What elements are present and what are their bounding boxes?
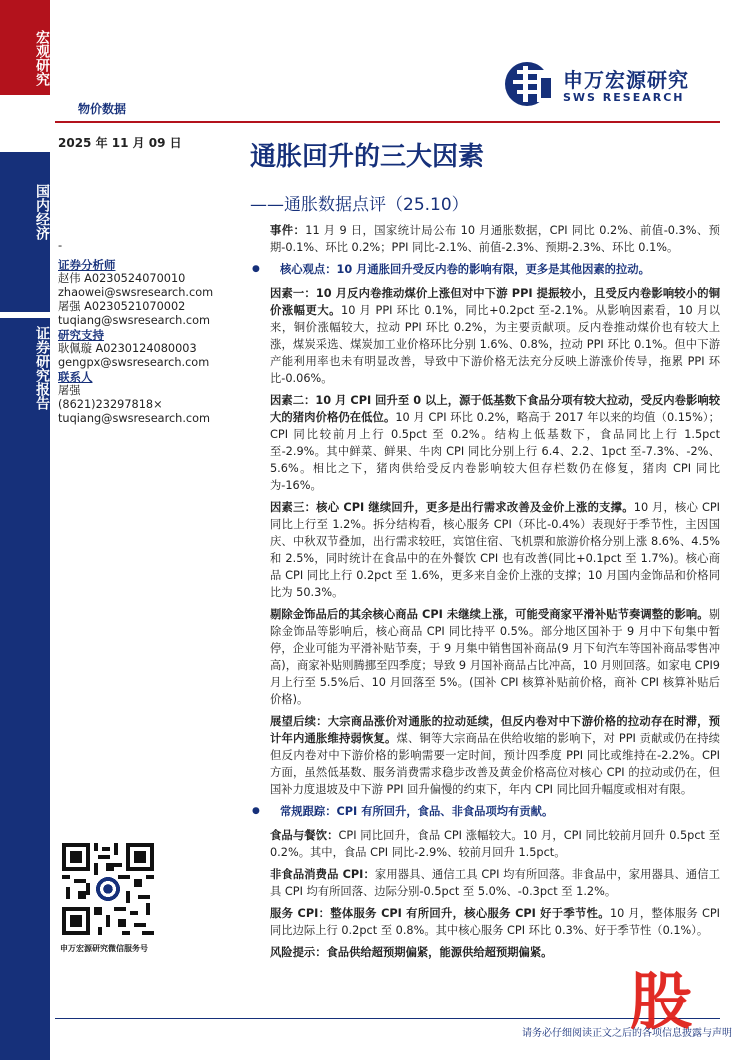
food-paragraph <box>250 827 720 861</box>
support-line: 耿佩璇 A0230124080003 <box>58 342 197 355</box>
analyst-line: 屠强 A0230521070002 <box>58 300 186 313</box>
risk-warning: 风险提示：食品供给超预期偏紧，能源供给超预期偏紧。 <box>270 946 553 959</box>
food-text: CPI 同比回升，食品 CPI 涨幅较大。10 月，CPI 同比较前月回升 0.5pct 至 0.2%。其中，食品 CPI 同比-2.9%、较前月回升 1.5pct。 <box>270 829 720 859</box>
factor-two-text: 10 月 CPI 环比 0.2%，略高于 2017 年以来的均值（0.15%）；CPI 同比较前月上行 0.5pct 至 0.2%。结构上低基数下，食品同比上行 1.5pct 至-2.9%。其中鲜菜、鲜果、牛肉 CPI 同比分别上行 6.4、2.2、1pct 至-7.3%、-2%、5.6%。相比之下，猪肉供给受反内卷影响较大但存栏数仍在修复，猪肉 CPI 同比为-16%。 <box>270 411 720 492</box>
report-title: 通胀回升的三大因素 <box>250 142 485 172</box>
side-label-domestic: 国内经济 <box>34 184 50 240</box>
outlook-paragraph <box>250 713 720 798</box>
analyst-line: 赵伟 A0230524070010 <box>58 272 186 285</box>
nonfood-text: 家用器具、通信工具 CPI 均有所回落。非食品中，家用器具、通信工具 CPI 均有所回落、边际分别-0.5pct 至 5.0%、-0.3pct 至 1.2%。 <box>270 868 721 898</box>
side-label-macro: 宏观研究 <box>34 30 50 86</box>
qr-caption: 申万宏源研究微信服务号 <box>60 944 148 953</box>
factor-one-heading: 因素一：10 月反内卷推动煤价上涨但对中下游 PPI 提振较小，且受反内卷影响较小的铜价涨幅更大。 <box>270 287 720 317</box>
service-heading: 服务 CPI：整体服务 CPI 有所回升，核心服务 CPI 好于季节性。 <box>270 907 610 920</box>
support-heading: 研究支持 <box>58 328 104 342</box>
header-divider <box>55 121 720 123</box>
footer-divider <box>55 1018 720 1019</box>
outlook-heading: 展望后续：大宗商品涨价对通胀的拉动延续，但反内卷对中下游价格的拉动存在时滞，预计年内通胀维持弱恢复。 <box>270 715 720 745</box>
core-goods-text: 剔除金饰品等影响后，核心商品 CPI 同比持平 0.5%。部分地区国补于 9 月中下旬集中暂停，企业可能为平滑补贴节奏，于 9 月集中销售国补商品(9 月下旬汽车等国补商品零售冲高)，商家补贴则腾挪至四季度；导致 9 月国补商品占比冲高，10 月则回落。如家电 CPI9 月上行至 5.5%后、10 月回落至 5%。(国补 CPI 核算补贴前价格，商补 CPI 核算补贴后价格)。 <box>270 608 720 706</box>
factor-three-text: 10 月，核心 CPI 同比上行至 1.2%。拆分结构看，核心服务 CPI（环比-0.4%）表现好于季节性，主因国庆、中秋双节叠加，出行需求较旺，宾馆住宿、飞机票和旅游价格分别上涨 8.6%、4.5%和 2.5%，同时统计在食品中的在外餐饮 CPI 也有改善(同比+0.1pct 至 1.7%)。核心商品 CPI 同比上行 0.2pct 至 1.6%，更多来自金价上涨的支撑；10 月国内金饰品和价格同比为 50.3%。 <box>270 501 720 599</box>
contact-name: 屠强 <box>58 384 81 397</box>
factor-two-heading: 因素二：10 月 CPI 回升至 0 以上，源于低基数下食品分项有较大拉动，受反内卷影响较大的猪肉价格仍在低位。 <box>270 394 720 424</box>
report-date: 2025 年 11 月 09 日 <box>58 136 182 150</box>
analyst-heading: 证券分析师 <box>58 258 116 272</box>
service-paragraph <box>250 905 720 939</box>
event-paragraph <box>250 222 720 256</box>
factor-two-paragraph <box>250 392 720 494</box>
analyst-dash: - <box>58 238 63 252</box>
analyst-panel <box>58 238 243 426</box>
event-label: 事件： <box>270 224 306 237</box>
core-goods-paragraph <box>250 606 720 708</box>
service-text: 10 月，整体服务 CPI 同比边际上行 0.2pct 至 0.8%。其中核心服务 CPI 环比 0.3%、好于季节性（0.1%）。 <box>270 907 720 937</box>
contact-phone: (8621)23297818× <box>58 398 163 411</box>
outlook-text: 煤、铜等大宗商品在供给收缩的影响下，对 PPI 贡献或仍在持续但反内卷对中下游价格的影响需要一定时间，预计四季度 PPI 同比或维持在-2.2%。CPI 方面，虽然低基数、服务消费需求稳步改善及黄金价格高位对核心 CPI 的拉动或仍在，但国补力度退坡及中下游 PPI 回升偏慢的约束下，年内 CPI 同比回升幅度或相对有限。 <box>270 732 720 796</box>
event-text: 11 月 9 日，国家统计局公布 10 月通胀数据，CPI 同比 0.2%、前值-0.3%、预期-0.1%、环比 0.2%；PPI 同比-2.1%、前值-2.3%、预期-2.3%、环比 0.1%。 <box>270 224 720 254</box>
report-subtitle: ——通胀数据点评（25.10） <box>250 195 469 215</box>
tracking-bullet: ● 常规跟踪：CPI 有所回升，食品、非食品项均有贡献。 <box>250 803 720 820</box>
core-view-bullet: ● 核心观点：10 月通胀回升受反内卷的影响有限，更多是其他因素的拉动。 <box>250 261 720 278</box>
side-band-report <box>0 318 50 1060</box>
factor-three-paragraph <box>250 499 720 601</box>
factor-one-text: 10 月 PPI 环比 0.1%，同比+0.2pct 至-2.1%。从影响因素看，10 月以来，铜价涨幅较大，拉动 PPI 环比 0.2%，为主要贡献项。反内卷推动煤价也有较大上涨，煤炭采选、煤炭加工业价格环比分别 1.6%、0.8%，拉动 PPI 环比 0.1%。但中下游产能利用率也未有明显改善，导致中下游价格无法充分反映上游涨价传导，拖累 PPI 环比-0.06%。 <box>270 304 720 385</box>
stock-stamp: 股 <box>630 965 693 1038</box>
food-heading: 食品与餐饮： <box>270 829 339 842</box>
logo-text-en: SWS RESEARCH <box>563 91 685 104</box>
wechat-qr-code[interactable] <box>62 843 154 935</box>
side-band-macro <box>0 0 50 95</box>
analyst-email[interactable]: zhaowei@swsresearch.com <box>58 286 214 299</box>
sws-logo-icon <box>503 60 557 108</box>
logo-text-cn: 申万宏源研究 <box>563 68 689 92</box>
side-label-report: 证券研究报告 <box>34 326 50 410</box>
support-email[interactable]: gengpx@swsresearch.com <box>58 356 210 369</box>
nonfood-heading: 非食品消费品 CPI： <box>270 868 375 881</box>
report-body <box>250 222 720 966</box>
core-goods-heading: 剔除金饰品后的其余核心商品 CPI 未继续上涨，可能受商家平滑补贴节奏调整的影响。 <box>270 608 709 621</box>
sws-logo <box>503 60 718 110</box>
factor-three-heading: 因素三：核心 CPI 继续回升，更多是出行需求改善及金价上涨的支撑。 <box>270 501 634 514</box>
analyst-email[interactable]: tuqiang@swsresearch.com <box>58 314 211 327</box>
side-band-domestic <box>0 152 50 312</box>
contact-email[interactable]: tuqiang@swsresearch.com <box>58 412 211 425</box>
factor-one-paragraph <box>250 285 720 387</box>
report-category: 物价数据 <box>78 102 127 116</box>
nonfood-paragraph <box>250 866 720 900</box>
disclosure-notice[interactable]: 请务必仔细阅读正文之后的各项信息披露与声明 <box>522 1028 732 1039</box>
contact-heading: 联系人 <box>58 370 93 384</box>
